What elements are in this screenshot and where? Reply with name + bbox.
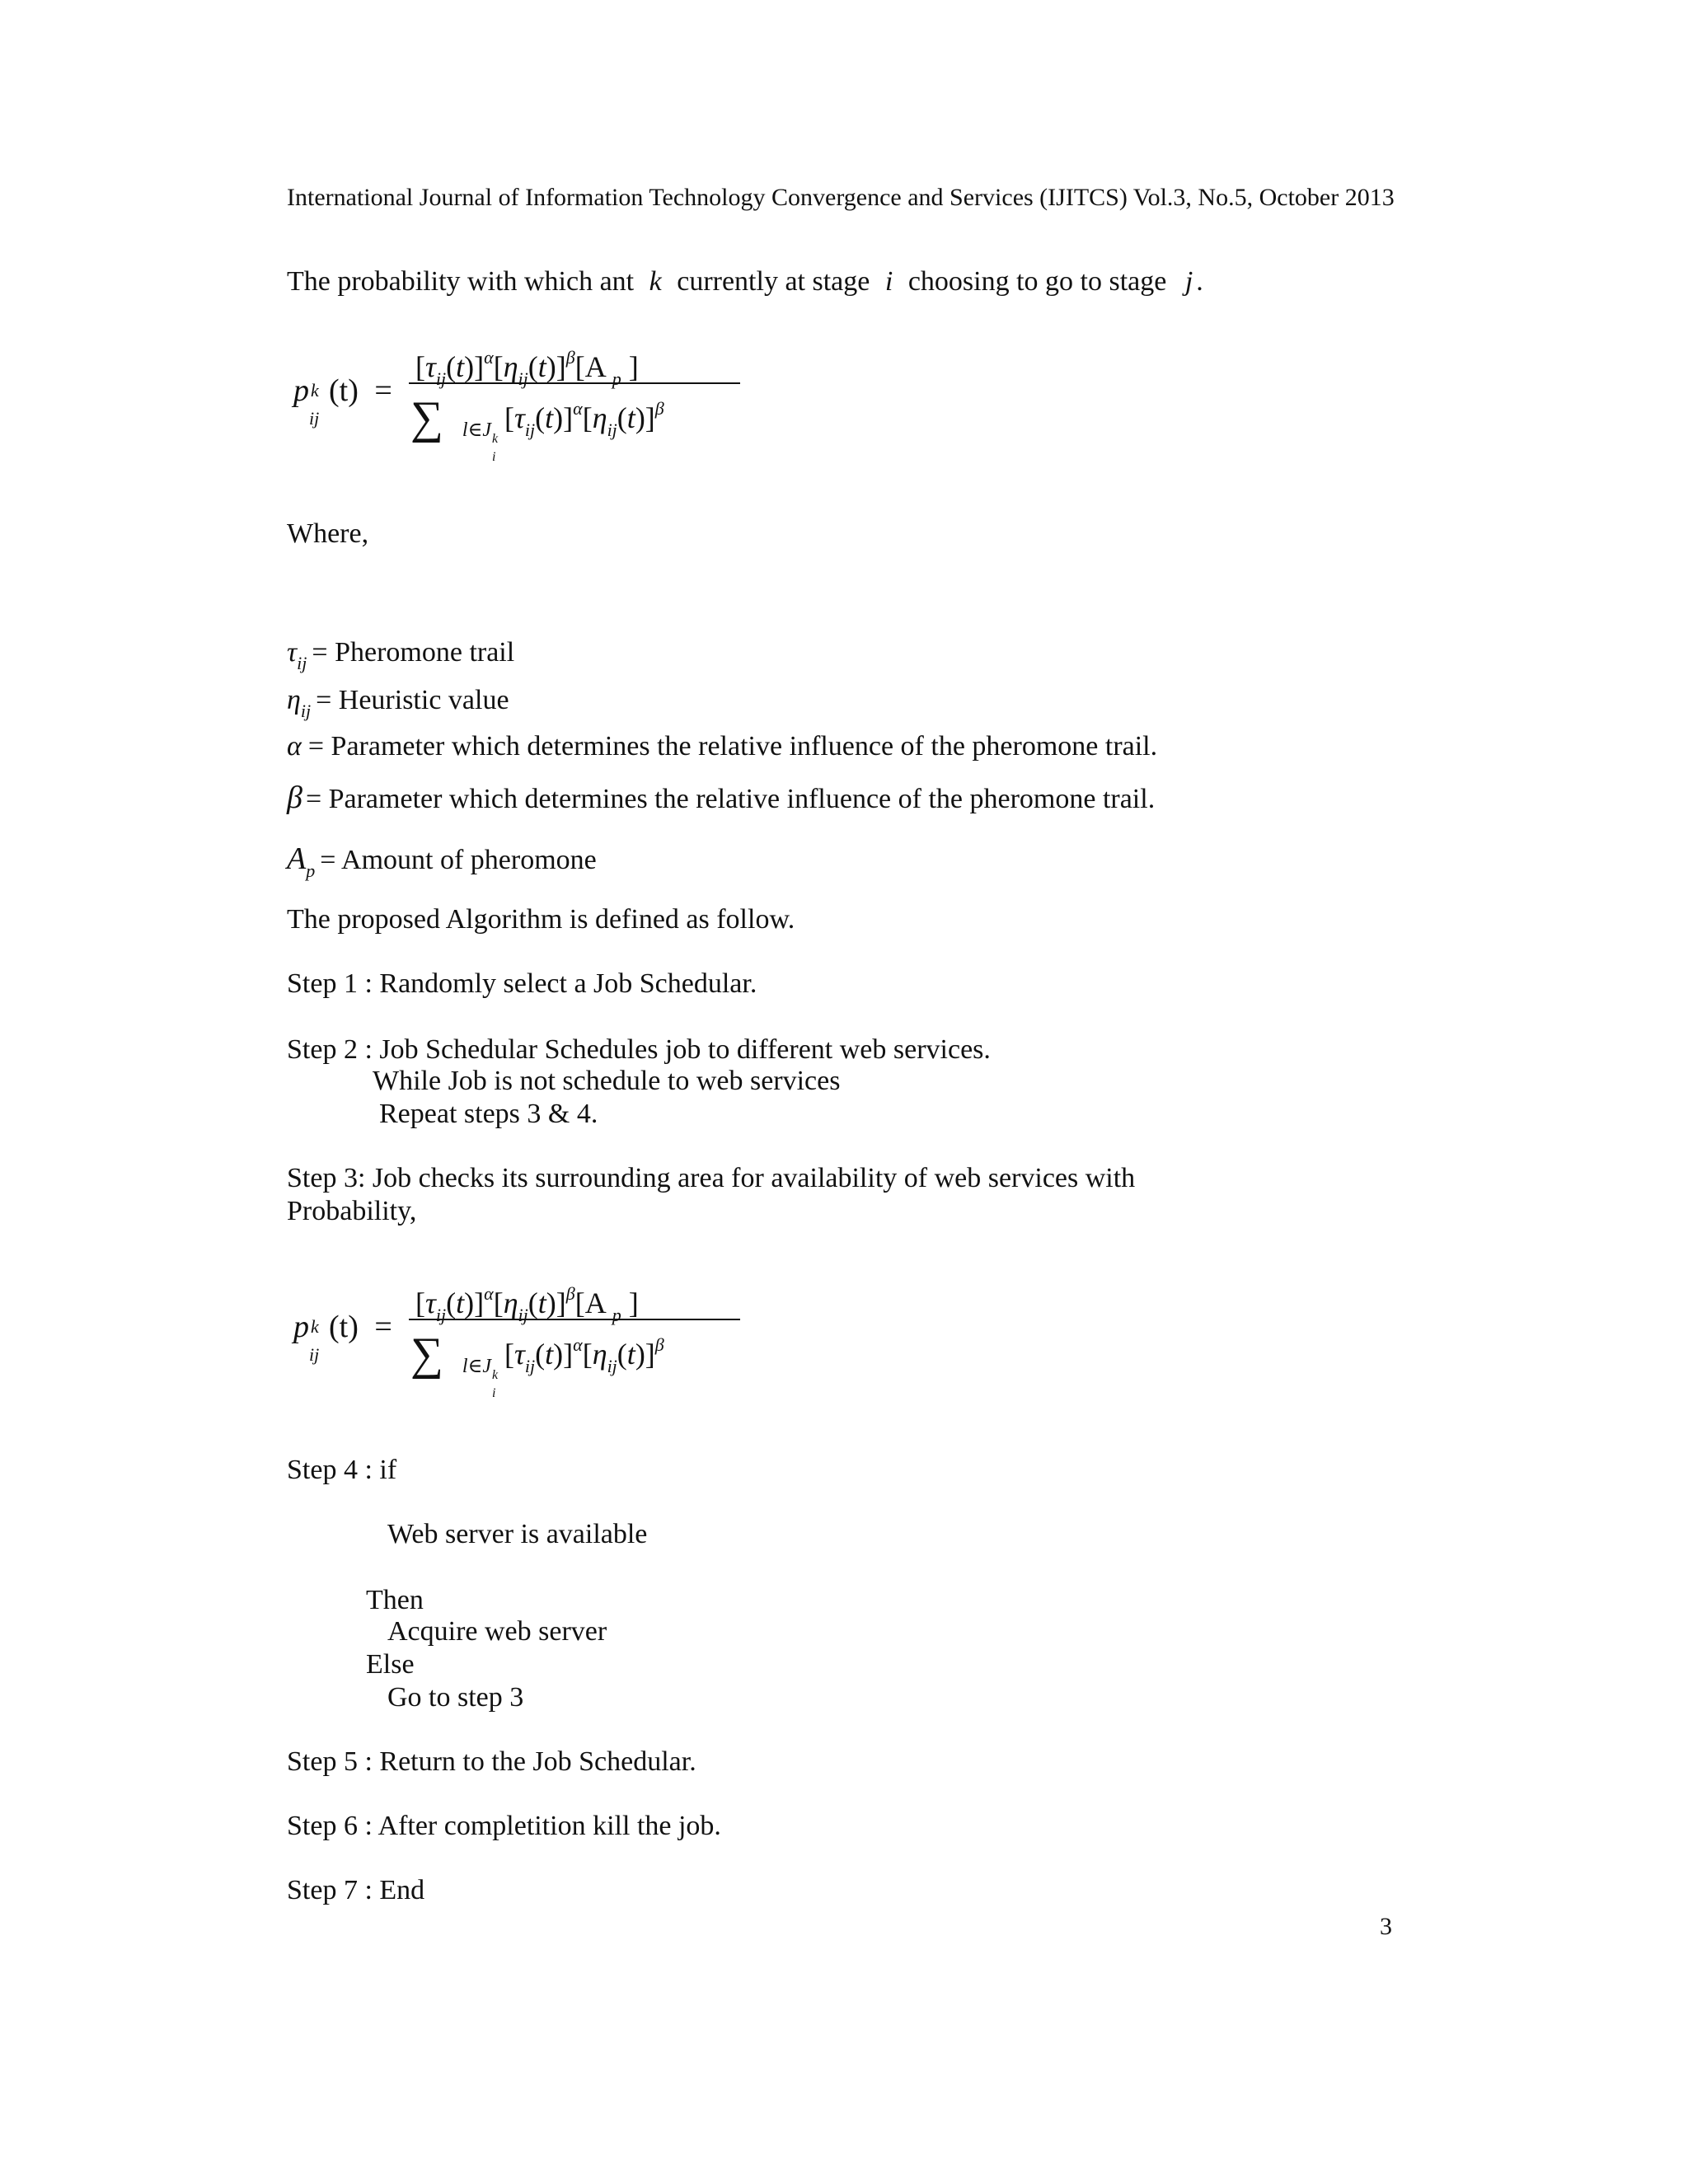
sup-beta: β [565, 1283, 575, 1304]
sub-ij: ij [518, 368, 528, 389]
symbol-A: A [584, 1286, 605, 1319]
symbol-tau: τ [514, 1338, 525, 1371]
step-6: Step 6 : After completition kill the job. [287, 1811, 721, 1841]
sum-index [462, 419, 501, 464]
intro-sentence [287, 265, 1203, 298]
symbol-eta: η [592, 401, 607, 434]
sub-ij: ij [309, 408, 320, 429]
probability-formula-1 [293, 340, 755, 464]
step-4: Step 4 : if [287, 1455, 397, 1485]
def-text-beta: = Parameter which determines the relative influence of the pheromone trail. [305, 784, 1156, 814]
arg-t: (t) [329, 1310, 359, 1344]
where-label: Where, [287, 518, 369, 549]
def-symbol-beta: β [287, 780, 302, 815]
equals-sign: = [374, 1310, 392, 1344]
sub-ij: ij [435, 1305, 447, 1325]
algorithm-intro: The proposed Algorithm is defined as follow. [287, 904, 795, 935]
formula-numerator: $[\tau_{ij}(t)]^\alpha[\eta_{ij}(t)]^\beta[A$ $_p$ ] [415, 347, 639, 389]
symbol-tau: τ [514, 401, 525, 434]
running-header: International Journal of Information Technology Convergence and Services (IJITCS) Vol.3, No.5, October 2013 [287, 184, 1395, 211]
step-3-probability: Probability, [287, 1196, 417, 1226]
intro-text-3: choosing to go to stage [907, 266, 1167, 297]
intro-period: . [1196, 266, 1203, 297]
sub-p: p [612, 368, 621, 389]
step-3: Step 3: Job checks its surrounding area for availability of web services with [287, 1163, 1136, 1193]
def-symbol-tau: τ [287, 637, 298, 668]
step-7: Step 7 : End [287, 1875, 425, 1905]
step-4-else: Else [366, 1649, 415, 1680]
symbol-eta: η [503, 1286, 518, 1319]
sub-ij: ij [524, 419, 536, 440]
def-symbol-A: A [287, 841, 307, 876]
symbol-eta: η [592, 1338, 607, 1371]
def-sub-ij: ij [297, 653, 307, 673]
step-4-goto: Go to step 3 [387, 1682, 524, 1713]
step-1: Step 1 : Randomly select a Job Schedular. [287, 968, 757, 999]
sup-beta: β [654, 1334, 664, 1355]
sigma-symbol: ∑ [410, 392, 443, 443]
definition-eta [287, 684, 509, 728]
var-i: i [884, 266, 893, 297]
sub-p: p [612, 1305, 621, 1325]
step-4-acquire: Acquire web server [387, 1616, 607, 1647]
sup-beta: β [565, 347, 575, 368]
sup-k: k [311, 380, 319, 401]
sub-ij: ij [309, 1344, 320, 1365]
formula-lhs [293, 1309, 392, 1365]
formula-denominator: ∑ $_{l\in J k i}$ $[\tau_{ij}(t)]^\alpha[\eta_{ij}(t)]^\beta$ [410, 1327, 664, 1385]
intro-text-1: The probability with which ant [287, 266, 635, 297]
equals-sign: = [374, 373, 392, 408]
symbol-tau: τ [425, 1286, 436, 1319]
sup-alpha: α [484, 347, 494, 368]
definition-ap [287, 842, 597, 888]
definition-tau [287, 636, 514, 680]
step-4-condition: Web server is available [387, 1519, 648, 1549]
sub-ij: ij [518, 1305, 528, 1325]
def-text-ap: = Amount of pheromone [320, 845, 597, 875]
def-text-eta: = Heuristic value [316, 685, 509, 715]
page-number: 3 [1380, 1913, 1392, 1940]
sum-index [462, 1356, 501, 1400]
symbol-tau: τ [425, 350, 436, 383]
symbol-p: p [293, 373, 309, 408]
sub-ij: ij [607, 1356, 617, 1376]
sub-ij: ij [607, 419, 617, 440]
sum-index-text: l∈J [462, 419, 492, 441]
probability-formula-2 [293, 1276, 755, 1400]
definition-alpha [287, 730, 1157, 763]
sum-sup-k: k [492, 1368, 499, 1382]
formula-numerator: $[\tau_{ij}(t)]^\alpha[\eta_{ij}(t)]^\beta[A$ $_p$ ] [415, 1283, 639, 1325]
step-2-while: While Job is not schedule to web services [373, 1066, 841, 1096]
sup-alpha: α [573, 1334, 583, 1355]
sup-alpha: α [484, 1283, 494, 1304]
sub-ij: ij [524, 1356, 536, 1376]
symbol-p: p [293, 1310, 309, 1344]
sub-ij: ij [435, 368, 447, 389]
formula-denominator: ∑ $_{l\in J k i}$ $[\tau_{ij}(t)]^\alpha[\eta_{ij}(t)]^\beta$ [410, 391, 664, 448]
var-j: j [1184, 266, 1193, 297]
step-2-repeat: Repeat steps 3 & 4. [379, 1099, 598, 1129]
sum-index-text: l∈J [462, 1356, 492, 1377]
var-k: k [649, 266, 662, 297]
sigma-symbol: ∑ [410, 1329, 443, 1380]
step-4-then: Then [366, 1585, 424, 1615]
fraction-bar [409, 1319, 740, 1320]
symbol-eta: η [503, 350, 518, 383]
sum-sup-k: k [492, 432, 499, 446]
def-sub-ij: ij [300, 701, 312, 721]
step-5: Step 5 : Return to the Job Schedular. [287, 1746, 696, 1777]
intro-text-2: currently at stage [677, 266, 870, 297]
sup-alpha: α [573, 398, 583, 419]
def-text-alpha: = Parameter which determines the relative influence of the pheromone trail. [307, 731, 1158, 762]
definition-beta [287, 781, 1155, 816]
def-symbol-eta: η [287, 685, 301, 715]
def-sub-p: p [306, 860, 316, 881]
formula-lhs [293, 373, 392, 429]
step-2: Step 2 : Job Schedular Schedules job to different web services. [287, 1034, 991, 1065]
sup-k: k [311, 1316, 319, 1337]
fraction-bar [409, 382, 740, 384]
sum-sub-i: i [492, 450, 496, 464]
sup-beta: β [654, 398, 664, 419]
def-symbol-alpha: α [287, 731, 302, 762]
def-text-tau: = Pheromone trail [312, 637, 515, 668]
arg-t: (t) [329, 373, 359, 408]
sum-sub-i: i [492, 1386, 496, 1400]
symbol-A: A [584, 350, 605, 383]
